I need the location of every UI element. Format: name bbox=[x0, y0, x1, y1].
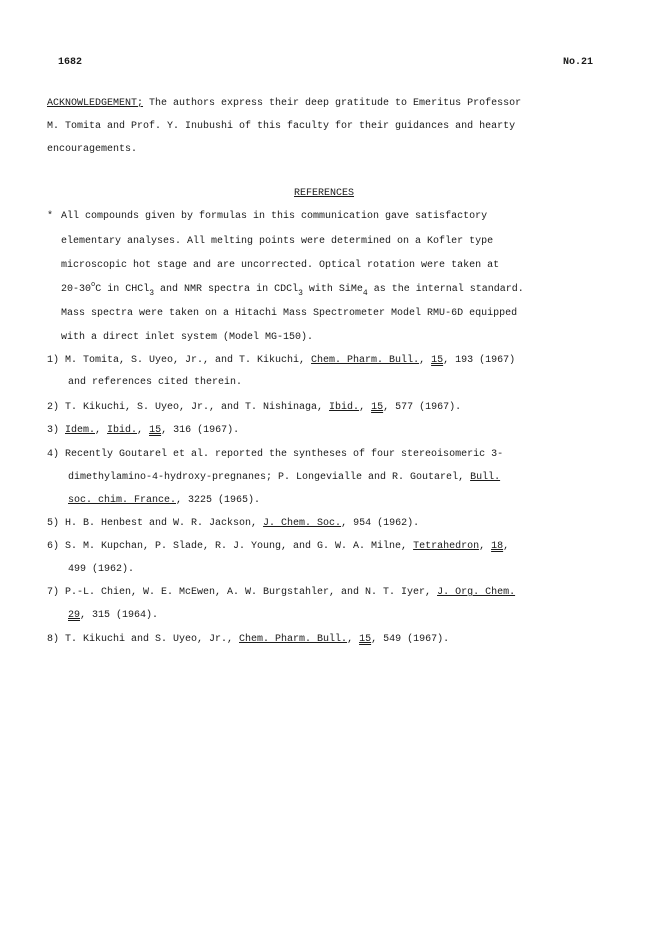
reference-line bbox=[65, 518, 419, 530]
degree-sign: o bbox=[91, 281, 96, 289]
reference-line bbox=[65, 541, 509, 553]
reference-line: 499 (1962). bbox=[68, 564, 135, 575]
reference-line bbox=[68, 610, 158, 622]
volume-number: 15 bbox=[431, 355, 444, 366]
reference-line: and references cited therein. bbox=[68, 377, 243, 388]
page-year: , 316 (1967). bbox=[161, 425, 240, 436]
volume-number: 15 bbox=[149, 425, 162, 436]
footnote-text-4d: with SiMe bbox=[302, 284, 363, 295]
page-number: 1682 bbox=[58, 57, 83, 68]
volume-number: 18 bbox=[491, 541, 504, 552]
journal-name: J. Org. Chem. bbox=[437, 587, 516, 598]
reference-authors: dimethylamino-4-hydroxy-pregnanes; P. Longevialle and R. Goutarel, bbox=[68, 472, 471, 483]
page-year: , 577 (1967). bbox=[383, 402, 462, 413]
footnote-line-2: elementary analyses. All melting points were determined on a Kofler type bbox=[61, 236, 494, 247]
reference-line bbox=[65, 355, 515, 367]
reference-line bbox=[65, 425, 239, 437]
idem: Idem. bbox=[65, 425, 96, 436]
reference-line bbox=[68, 495, 260, 507]
page-year: , 549 (1967). bbox=[371, 634, 450, 645]
footnote-line-4 bbox=[61, 281, 524, 298]
reference-number: 6) bbox=[47, 541, 60, 552]
separator: , bbox=[359, 402, 372, 413]
footnote-line-1: All compounds given by formulas in this communication gave satisfactory bbox=[61, 211, 488, 222]
issue-number: No.21 bbox=[563, 57, 594, 68]
volume-number: 29 bbox=[68, 610, 81, 621]
reference-authors: T. Kikuchi and S. Uyeo, Jr., bbox=[65, 634, 240, 645]
separator: , bbox=[95, 425, 108, 436]
acknowledgement-line-2: M. Tomita and Prof. Y. Inubushi of this faculty for their guidances and hearty bbox=[47, 121, 516, 132]
footnote-text-4c: and NMR spectra in CDCl bbox=[154, 284, 299, 295]
acknowledgement-line-1 bbox=[47, 98, 521, 110]
reference-number: 2) bbox=[47, 402, 60, 413]
journal-name: Ibid. bbox=[329, 402, 360, 413]
page-year: , 315 (1964). bbox=[80, 610, 159, 621]
footnote-line-5: Mass spectra were taken on a Hitachi Mass Spectrometer Model RMU-6D equipped bbox=[61, 308, 518, 319]
acknowledgement-text-1: The authors express their deep gratitude to Emeritus Professor bbox=[143, 98, 522, 109]
journal-name: Chem. Pharm. Bull. bbox=[239, 634, 348, 645]
reference-authors: T. Kikuchi, S. Uyeo, Jr., and T. Nishinaga, bbox=[65, 402, 330, 413]
separator: , bbox=[419, 355, 432, 366]
volume-number: 15 bbox=[359, 634, 372, 645]
separator: , bbox=[347, 634, 360, 645]
journal-name: soc. chim. France. bbox=[68, 495, 177, 506]
separator: , bbox=[137, 425, 150, 436]
reference-authors: P.-L. Chien, W. E. McEwen, A. W. Burgstahler, and N. T. Iyer, bbox=[65, 587, 438, 598]
reference-line bbox=[65, 402, 461, 414]
footnote-line-3: microscopic hot stage and are uncorrected. Optical rotation were taken at bbox=[61, 260, 500, 271]
reference-authors: S. M. Kupchan, P. Slade, R. J. Young, and G. W. A. Milne, bbox=[65, 541, 414, 552]
reference-number: 7) bbox=[47, 587, 60, 598]
journal-name: Bull. bbox=[470, 472, 501, 483]
acknowledgement-label: ACKNOWLEDGEMENT; bbox=[47, 98, 144, 109]
volume-number: 15 bbox=[371, 402, 384, 413]
footnote-line-6: with a direct inlet system (Model MG-150). bbox=[61, 332, 314, 343]
journal-name: Ibid. bbox=[107, 425, 138, 436]
page-year: , 954 (1962). bbox=[341, 518, 420, 529]
reference-number: 1) bbox=[47, 355, 60, 366]
reference-line bbox=[65, 634, 449, 646]
reference-number: 3) bbox=[47, 425, 60, 436]
footnote-marker: * bbox=[47, 211, 54, 222]
separator: , bbox=[503, 541, 510, 552]
separator: , bbox=[479, 541, 492, 552]
reference-authors: H. B. Henbest and W. R. Jackson, bbox=[65, 518, 264, 529]
reference-number: 4) bbox=[47, 449, 60, 460]
footnote-text-4b: C in CHCl bbox=[95, 284, 150, 295]
reference-authors: M. Tomita, S. Uyeo, Jr., and T. Kikuchi, bbox=[65, 355, 312, 366]
reference-line: Recently Goutarel et al. reported the syntheses of four stereoisomeric 3- bbox=[65, 449, 504, 460]
reference-line bbox=[68, 472, 500, 484]
temperature-range: 20-30 bbox=[61, 284, 92, 295]
reference-number: 8) bbox=[47, 634, 60, 645]
acknowledgement-line-3: encouragements. bbox=[47, 144, 138, 155]
journal-name: J. Chem. Soc. bbox=[263, 518, 342, 529]
subscript-3: 4 bbox=[362, 289, 368, 298]
references-heading: REFERENCES bbox=[294, 188, 355, 199]
reference-number: 5) bbox=[47, 518, 60, 529]
subscript-1: 3 bbox=[149, 289, 155, 298]
page-year: , 3225 (1965). bbox=[176, 495, 261, 506]
subscript-2: 3 bbox=[298, 289, 303, 298]
journal-name: Tetrahedron bbox=[413, 541, 480, 552]
journal-name: Chem. Pharm. Bull. bbox=[311, 355, 420, 366]
reference-line bbox=[65, 587, 515, 599]
page-year: , 193 (1967) bbox=[443, 355, 516, 366]
footnote-text-4e: as the internal standard. bbox=[367, 284, 524, 295]
